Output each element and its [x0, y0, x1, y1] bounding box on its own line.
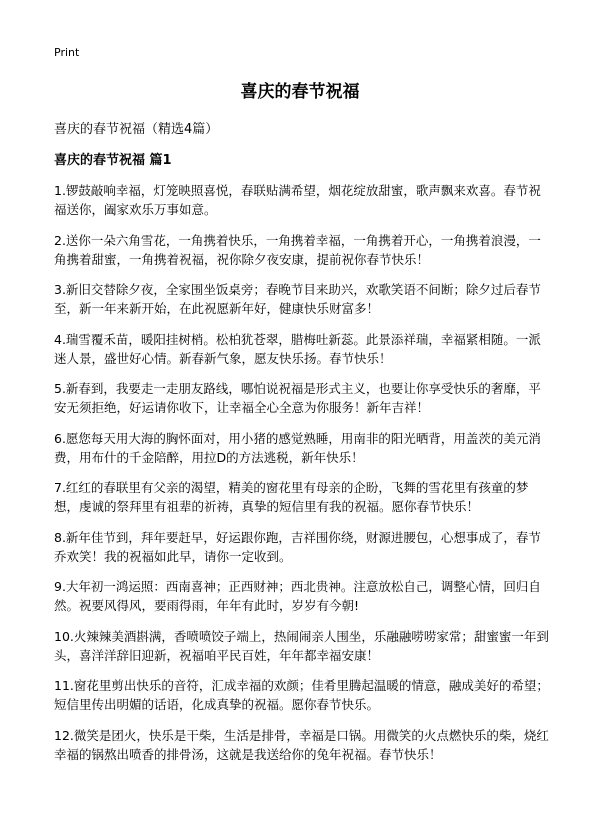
blessing-item-2: 2.送你一朵六角雪花，一角携着快乐，一角携着幸福，一角携着开心，一角携着浪漫，一角携着甜蜜，一角携着祝福，祝你除夕夜安康，提前祝你春节快乐！ [54, 232, 541, 267]
blessing-item-12: 12.微笑是团火，快乐是干柴，生活是排骨，幸福是口锅。用微笑的火点燃快乐的柴，烧红幸福的锅熬出喷香的排骨汤，这就是我送给你的兔年祝福。春节快乐！ [54, 727, 549, 762]
blessing-item-3: 3.新旧交替除夕夜，全家围坐饭桌旁；春晚节目来助兴，欢歌笑语不间断；除夕过后春节至，新一年来新开始，在此祝愿新年好，健康快乐财富多！ [54, 282, 541, 316]
blessing-item-1: 1.锣鼓敲响幸福，灯笼映照喜悦，春联贴满希望，烟花绽放甜蜜，歌声飘来欢喜。春节祝福送你，阖家欢乐万事如意。 [54, 183, 541, 217]
blessing-item-11: 11.窗花里剪出快乐的音符，汇成幸福的欢颜；佳肴里腾起温暖的情意，融成美好的希望；短信里传出明媚的话语，化成真挚的祝福。愿你春节快乐。 [54, 678, 549, 712]
blessing-item-6: 6.愿您每天用大海的胸怀面对，用小猪的感觉熟睡，用南非的阳光晒背，用盖茨的美元消费，用布什的千金陪醉，用拉D的方法逃税，新年快乐！ [54, 430, 541, 465]
print-link[interactable]: Print [54, 46, 80, 59]
blessing-item-4: 4.瑞雪覆禾苗，暖阳挂树梢。松柏犹苍翠，腊梅吐新蕊。此景添祥瑞，幸福紧相随。一派迷人景，盛世好心情。新春新气象，愿友快乐扬。春节快乐！ [54, 331, 541, 366]
page-title: 喜庆的春节祝福 [240, 82, 360, 102]
blessing-item-7: 7.红红的春联里有父亲的渴望，精美的窗花里有母亲的企盼，飞舞的雪花里有孩童的梦想，虔诚的祭拜里有祖辈的祈祷，真挚的短信里有我的祝福。愿你春节快乐！ [54, 480, 529, 514]
section-heading: 喜庆的春节祝福 篇1 [54, 153, 172, 168]
blessing-item-10: 10.火辣辣美酒斟满，香喷喷饺子端上，热闹闹亲人围坐，乐融融唠唠家常；甜蜜蜜一年到头，喜洋洋辞旧迎新，祝福咱平民百姓，年年都幸福安康！ [54, 628, 549, 663]
blessing-list [54, 181, 550, 775]
document-subtitle: 喜庆的春节祝福（精选4篇） [54, 122, 219, 137]
blessing-item-5: 5.新春到，我要走一走朋友路线，哪怕说祝福是形式主义，也要让你享受快乐的奢靡，平安无须拒绝，好运请你收下，让幸福全心全意为你服务！新年吉祥！ [54, 381, 541, 415]
blessing-item-8: 8.新年佳节到，拜年要赶早，好运跟你跑，吉祥围你绕，财源进腰包，心想事成了，春节乔欢笑！我的祝福如此早，请你一定收到。 [54, 529, 541, 564]
blessing-item-9: 9.大年初一鸿运照：西南喜神；正西财神；西北贵神。注意放松自己，调整心情，回归自然。祝要风得风，要雨得雨，年年有此时，岁岁有今朝! [54, 579, 541, 613]
